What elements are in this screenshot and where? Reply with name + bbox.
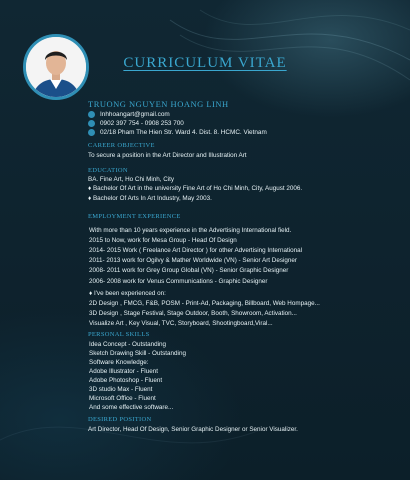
employment-line: With more than 10 years experience in the Advertising International field. [89, 227, 292, 234]
education-line: ♦ Bachelor Of Art in the university Fine Art of Ho Chi Minh, City, August 2006. [88, 185, 303, 192]
skills-line: Adobe Illustrator - Fluent [89, 368, 158, 375]
skills-line: Adobe Photoshop - Fluent [89, 377, 163, 384]
employment-line: 2D Design , FMCG, F&B, POSM - Print-Ad, Packaging, Billboard, Web Hompage... [89, 300, 320, 307]
skills-heading: PERSONAL SKILLS [88, 331, 150, 338]
page-title: CURRICULUM VITAE [123, 55, 287, 71]
email-row [88, 111, 170, 118]
education-line: ♦ Bachelor Of Arts In Art Industry, May 2003. [88, 195, 212, 202]
phone-icon [88, 120, 95, 127]
employment-heading: EMPLOYMENT EXPERIENCE [88, 213, 181, 220]
person-name: TRUONG NGUYEN HOANG LINH [88, 99, 229, 109]
skills-line: Software Knowledge: [89, 359, 149, 366]
email-icon [88, 111, 95, 118]
skills-line: Idea Concept - Outstanding [89, 341, 167, 348]
desired-text: Art Director, Head Of Design, Senior Graphic Designer or Senior Visualizer. [88, 426, 298, 433]
phone-row [88, 120, 184, 127]
email-text: Inhhoangart@gmail.com [100, 111, 170, 118]
employment-line: Visualize Art , Key Visual, TVC, Storyboard, Shootingboard,Viral... [89, 320, 273, 327]
employment-line: 2008- 2011 work for Grey Group Global (VN) - Senior Graphic Designer [89, 267, 289, 274]
location-icon [88, 129, 95, 136]
skills-line: And some effective software... [89, 404, 174, 411]
phone-text: 0902 397 754 - 0908 253 700 [100, 120, 184, 127]
employment-line: 3D Design , Stage Festival, Stage Outdoor, Booth, Showroom, Activation... [89, 310, 297, 317]
education-line: BA. Fine Art, Ho Chi Minh, City [88, 176, 175, 183]
employment-line: 2006- 2008 work for Venus Communications - Graphic Designer [89, 278, 268, 285]
education-heading: EDUCATION [88, 167, 128, 174]
objective-heading: CAREER OBJECTIVE [88, 142, 155, 149]
employment-line: ♦ I've been experienced on: [89, 290, 166, 297]
skills-line: Microsoft Office - Fluent [89, 395, 156, 402]
address-row [88, 129, 267, 136]
employment-line: 2014- 2015 Work ( Freelance Art Director ) for other Advertising International [89, 247, 303, 254]
address-text: 02/18 Pham The Hien Str. Ward 4. Dist. 8. HCMC. Vietnam [100, 129, 267, 136]
skills-line: Sketch Drawing Skill - Outstanding [89, 350, 186, 357]
employment-line: 2011- 2013 work for Ogilvy & Mather Worldwide (VN) - Senior Art Designer [89, 257, 297, 264]
skills-line: 3D studio Max - Fluent [89, 386, 153, 393]
objective-text: To secure a position in the Art Director and Illustration Art [88, 152, 247, 159]
desired-heading: DESIRED POSITION [88, 416, 152, 423]
employment-line: 2015 to Now, work for Mesa Group - Head Of Design [89, 237, 237, 244]
